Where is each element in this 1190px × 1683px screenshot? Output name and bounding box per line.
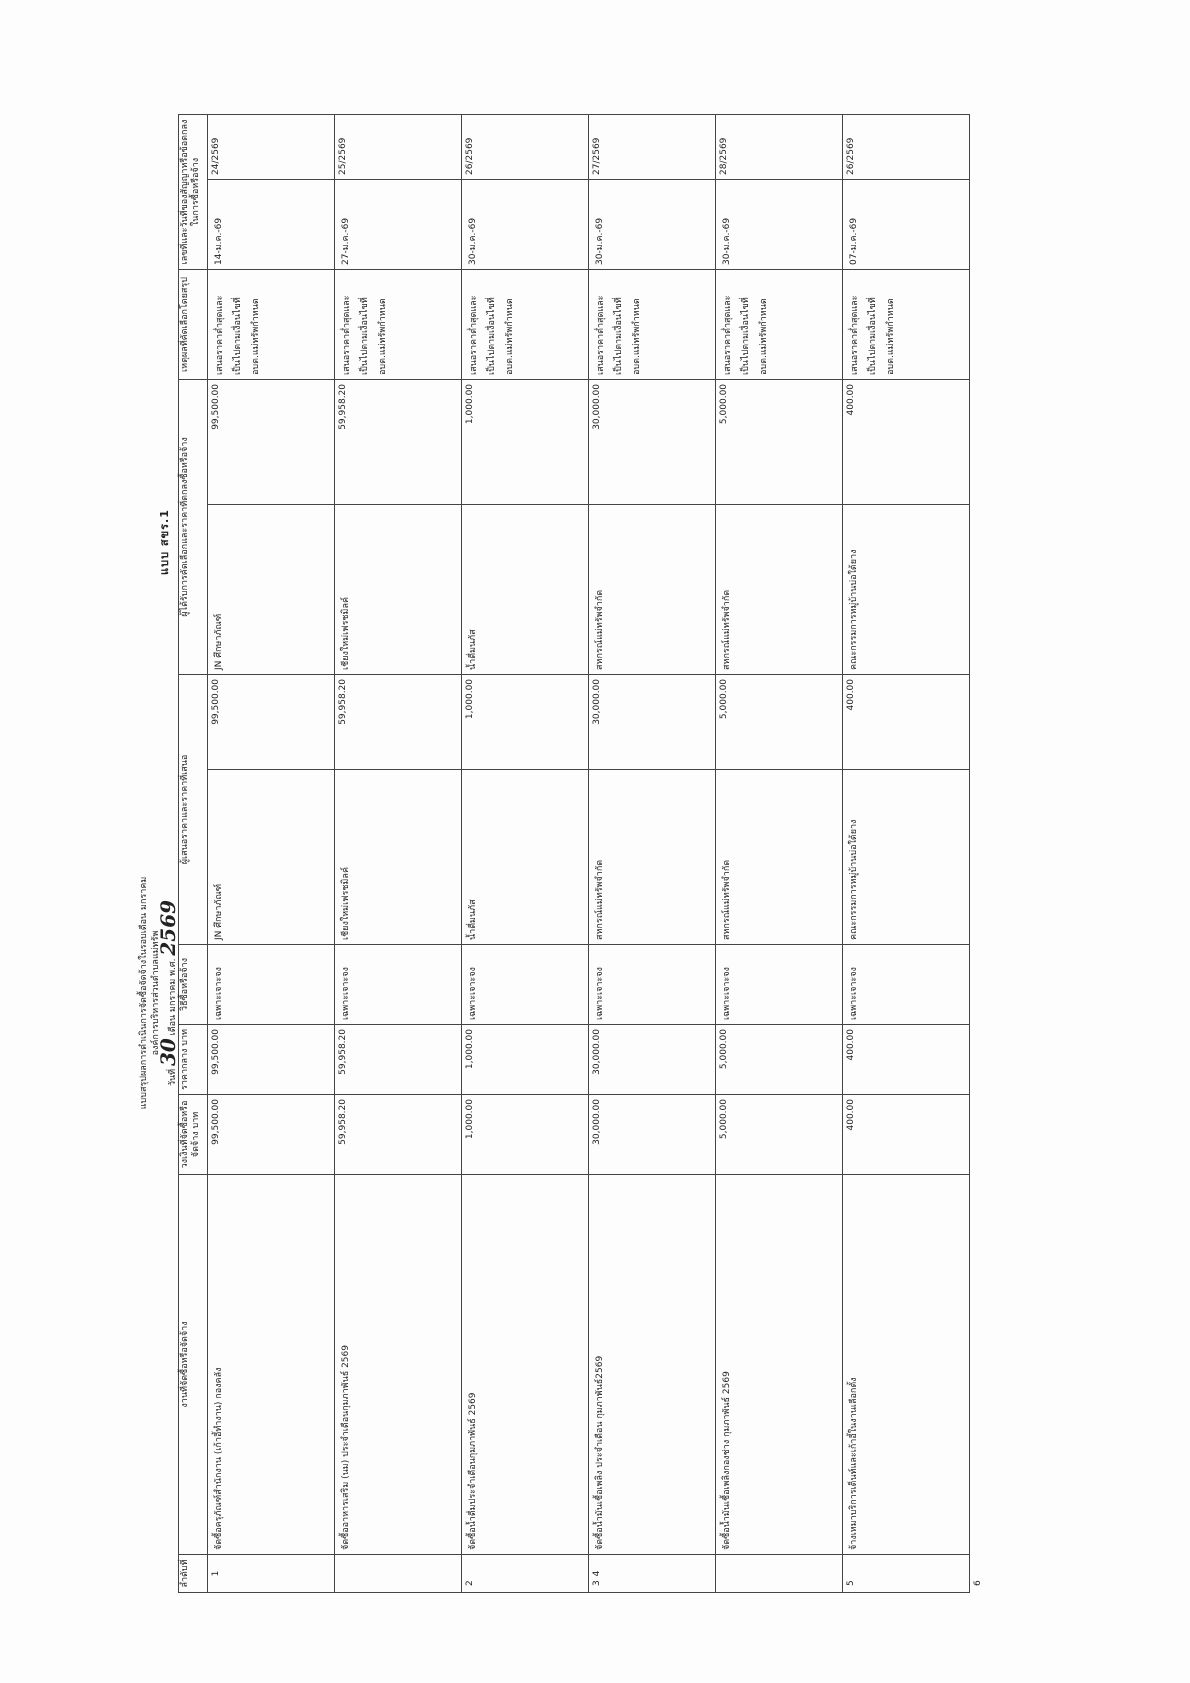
reason-line: เสนอราคาต่ำสุดและ: [850, 295, 860, 375]
row-contract-no: 26/2569: [843, 114, 970, 179]
reason-line: เป็นไปตามเงื่อนไขที่: [233, 297, 243, 375]
row-contract-date: 30-ม.ค.-69: [462, 179, 589, 269]
row-side-mark: 6: [973, 1580, 983, 1586]
row-side-mark: 3: [592, 1580, 602, 1586]
header-reason: เหตุผลที่คัดเลือกโดยสรุป: [179, 269, 208, 379]
row-method: เฉพาะเจาะจง: [716, 945, 843, 1025]
row-work: จัดซื้อน้ำมันเชื้อเพลิง ประจำเดือน กุมภาพันธ์2569: [589, 1175, 716, 1555]
row-seq: [462, 1555, 602, 1593]
row-bidder-price: 400.00: [843, 674, 970, 769]
header-method: วิธีซื้อหรือจ้าง: [179, 945, 208, 1025]
date-middle: เดือน มกราคม พ.ศ.: [168, 958, 178, 1036]
row-winner-price: 30,000.00: [589, 379, 716, 504]
row-bidder-price: 59,958.20: [335, 674, 462, 769]
row-seq-number: 4: [592, 1570, 602, 1577]
reason-line: เสนอราคาต่ำสุดและ: [342, 295, 352, 375]
header-bidders: ผู้เสนอราคาและราคาที่เสนอ: [179, 674, 208, 944]
heading-line-1: แบบสรุปผลการดำเนินการจัดซื้อจัดจ้างในรอบเดือน มกราคม: [139, 876, 149, 1110]
header-seq: ลำดับที่: [179, 1555, 208, 1593]
row-winner-price: 400.00: [843, 379, 970, 504]
row-bidder-name: เชียงใหม่เฟรชมิลค์: [335, 770, 462, 945]
row-winner-name: JN ศึกษาภัณฑ์: [208, 504, 335, 674]
row-reason: [716, 269, 843, 379]
row-winner-name: สหกรณ์แม่ทรัพจำกัด: [716, 504, 843, 674]
reason-line: เสนอราคาต่ำสุดและ: [723, 295, 733, 375]
reason-line: อบต.แม่ทรัพกำหนด: [632, 298, 642, 375]
row-bidder-name: JN ศึกษาภัณฑ์: [208, 770, 335, 945]
row-method: เฉพาะเจาะจง: [462, 945, 589, 1025]
table-body: [208, 114, 983, 1592]
row-median-price: 1,000.00: [462, 1025, 589, 1095]
reason-line: เป็นไปตามเงื่อนไขที่: [360, 297, 370, 375]
row-method: เฉพาะเจาะจง: [208, 945, 335, 1025]
reason-line: เป็นไปตามเงื่อนไขที่: [487, 297, 497, 375]
row-seq: [208, 1555, 335, 1593]
table-row: [335, 114, 462, 1592]
procurement-summary-table: [178, 114, 983, 1593]
form-code: แบบ สขร.1: [158, 509, 171, 575]
row-method: เฉพาะเจาะจง: [843, 945, 970, 1025]
table-row: [208, 114, 335, 1592]
table-row: [589, 114, 716, 1592]
heading-line-2: องค์การบริหารส่วนตำบลแม่ทรัพ: [151, 930, 161, 1056]
row-contract-date: 30-ม.ค.-69: [716, 179, 843, 269]
row-seq: [335, 1555, 475, 1593]
row-contract-no: 24/2569: [208, 114, 335, 179]
row-winner-price: 1,000.00: [462, 379, 589, 504]
row-reason: [335, 269, 462, 379]
table-row: [716, 114, 843, 1592]
reason-line: เสนอราคาต่ำสุดและ: [215, 295, 225, 375]
reason-line: เสนอราคาต่ำสุดและ: [469, 295, 479, 375]
row-contract-no: 25/2569: [335, 114, 462, 179]
row-contract-no: 26/2569: [462, 114, 589, 179]
header-median-price: ราคากลาง บาท: [179, 1025, 208, 1095]
row-winner-name: คณะกรรมการหมู่บ้านบ่อใต้ยาง: [843, 504, 970, 674]
row-seq-number: 1: [211, 1570, 221, 1577]
row-bidder-name: น้ำดื่มนภัส: [462, 770, 589, 945]
row-budget: 30,000.00: [589, 1095, 716, 1175]
row-bidder-price: 99,500.00: [208, 674, 335, 769]
row-reason: [843, 269, 970, 379]
row-winner-price: 5,000.00: [716, 379, 843, 504]
date-prefix: วันที่: [168, 1068, 178, 1087]
reason-line: อบต.แม่ทรัพกำหนด: [759, 298, 769, 375]
row-reason: [208, 269, 335, 379]
table-row: [462, 114, 589, 1592]
row-work: จัดซื้อครุภัณฑ์สำนักงาน (เก้าอี้ทำงาน) กองคลัง: [208, 1175, 335, 1555]
row-work: จัดซื้อน้ำมันเชื้อเพลิงกองช่าง กุมภาพันธ์ 2569: [716, 1175, 843, 1555]
reason-line: อบต.แม่ทรัพกำหนด: [251, 298, 261, 375]
row-budget: 99,500.00: [208, 1095, 335, 1175]
header-work: งานที่จัดซื้อหรือจัดจ้าง: [179, 1175, 208, 1555]
row-budget: 59,958.20: [335, 1095, 462, 1175]
row-contract-no: 27/2569: [589, 114, 716, 179]
row-bidder-price: 1,000.00: [462, 674, 589, 769]
row-bidder-name: สหกรณ์แม่ทรัพจำกัด: [716, 770, 843, 945]
row-seq: [716, 1555, 856, 1593]
row-reason: [462, 269, 589, 379]
row-contract-date: 30-ม.ค.-69: [589, 179, 716, 269]
reason-line: เป็นไปตามเงื่อนไขที่: [614, 297, 624, 375]
reason-line: อบต.แม่ทรัพกำหนด: [378, 298, 388, 375]
reason-line: อบต.แม่ทรัพกำหนด: [886, 298, 896, 375]
reason-line: เป็นไปตามเงื่อนไขที่: [741, 297, 751, 375]
reason-line: เสนอราคาต่ำสุดและ: [596, 295, 606, 375]
handwritten-year: 2569: [156, 899, 180, 956]
row-median-price: 99,500.00: [208, 1025, 335, 1095]
row-median-price: 5,000.00: [716, 1025, 843, 1095]
reason-line: อบต.แม่ทรัพกำหนด: [505, 298, 515, 375]
row-method: เฉพาะเจาะจง: [589, 945, 716, 1025]
row-work: จ้างเหมาบริการเต็นท์และเก้าอี้ในงานเลือกตั้ง: [843, 1175, 970, 1555]
row-seq: [589, 1555, 716, 1593]
row-contract-date: 14-ม.ค.-69: [208, 179, 335, 269]
row-bidder-name: คณะกรรมการหมู่บ้านบ่อใต้ยาง: [843, 770, 970, 945]
row-winner-name: สหกรณ์แม่ทรัพจำกัด: [589, 504, 716, 674]
row-winner-name: เชียงใหม่เฟรชมิลค์: [335, 504, 462, 674]
row-median-price: 30,000.00: [589, 1025, 716, 1095]
reason-line: เป็นไปตามเงื่อนไขที่: [868, 297, 878, 375]
row-budget: 400.00: [843, 1095, 970, 1175]
row-bidder-price: 30,000.00: [589, 674, 716, 769]
row-contract-date: 27-ม.ค.-69: [335, 179, 462, 269]
row-winner-name: น้ำดื่มนภัส: [462, 504, 589, 674]
row-method: เฉพาะเจาะจง: [335, 945, 462, 1025]
header-winner: ผู้ได้รับการคัดเลือกและราคาที่ตกลงซื้อหรือจ้าง: [179, 379, 208, 674]
row-side-mark: 5: [846, 1580, 856, 1586]
row-median-price: 59,958.20: [335, 1025, 462, 1095]
row-contract-no: 28/2569: [716, 114, 843, 179]
row-side-mark: 2: [465, 1580, 475, 1586]
document-heading: [138, 863, 179, 1123]
handwritten-day: 30: [156, 1038, 180, 1067]
row-reason: [589, 269, 716, 379]
row-winner-price: 59,958.20: [335, 379, 462, 504]
row-median-price: 400.00: [843, 1025, 970, 1095]
row-bidder-price: 5,000.00: [716, 674, 843, 769]
row-work: จัดซื้ออาหารเสริม (นม) ประจำเดือนกุมภาพันธ์ 2569: [335, 1175, 462, 1555]
row-bidder-name: สหกรณ์แม่ทรัพจำกัด: [589, 770, 716, 945]
table-header-row: [179, 114, 208, 1592]
header-budget: วงเงินที่จัดซื้อหรือจัดจ้าง บาท: [179, 1095, 208, 1175]
header-contract: เลขที่และวันที่ของสัญญาหรือข้อตกลงในการซื้อหรือจ้าง: [179, 114, 208, 269]
row-seq: [843, 1555, 983, 1593]
row-budget: 1,000.00: [462, 1095, 589, 1175]
row-budget: 5,000.00: [716, 1095, 843, 1175]
table-row: [843, 114, 970, 1592]
row-work: จัดซื้อน้ำดื่มประจำเดือนกุมภาพันธ์ 2569: [462, 1175, 589, 1555]
row-winner-price: 99,500.00: [208, 379, 335, 504]
row-contract-date: 07-ม.ค.-69: [843, 179, 970, 269]
